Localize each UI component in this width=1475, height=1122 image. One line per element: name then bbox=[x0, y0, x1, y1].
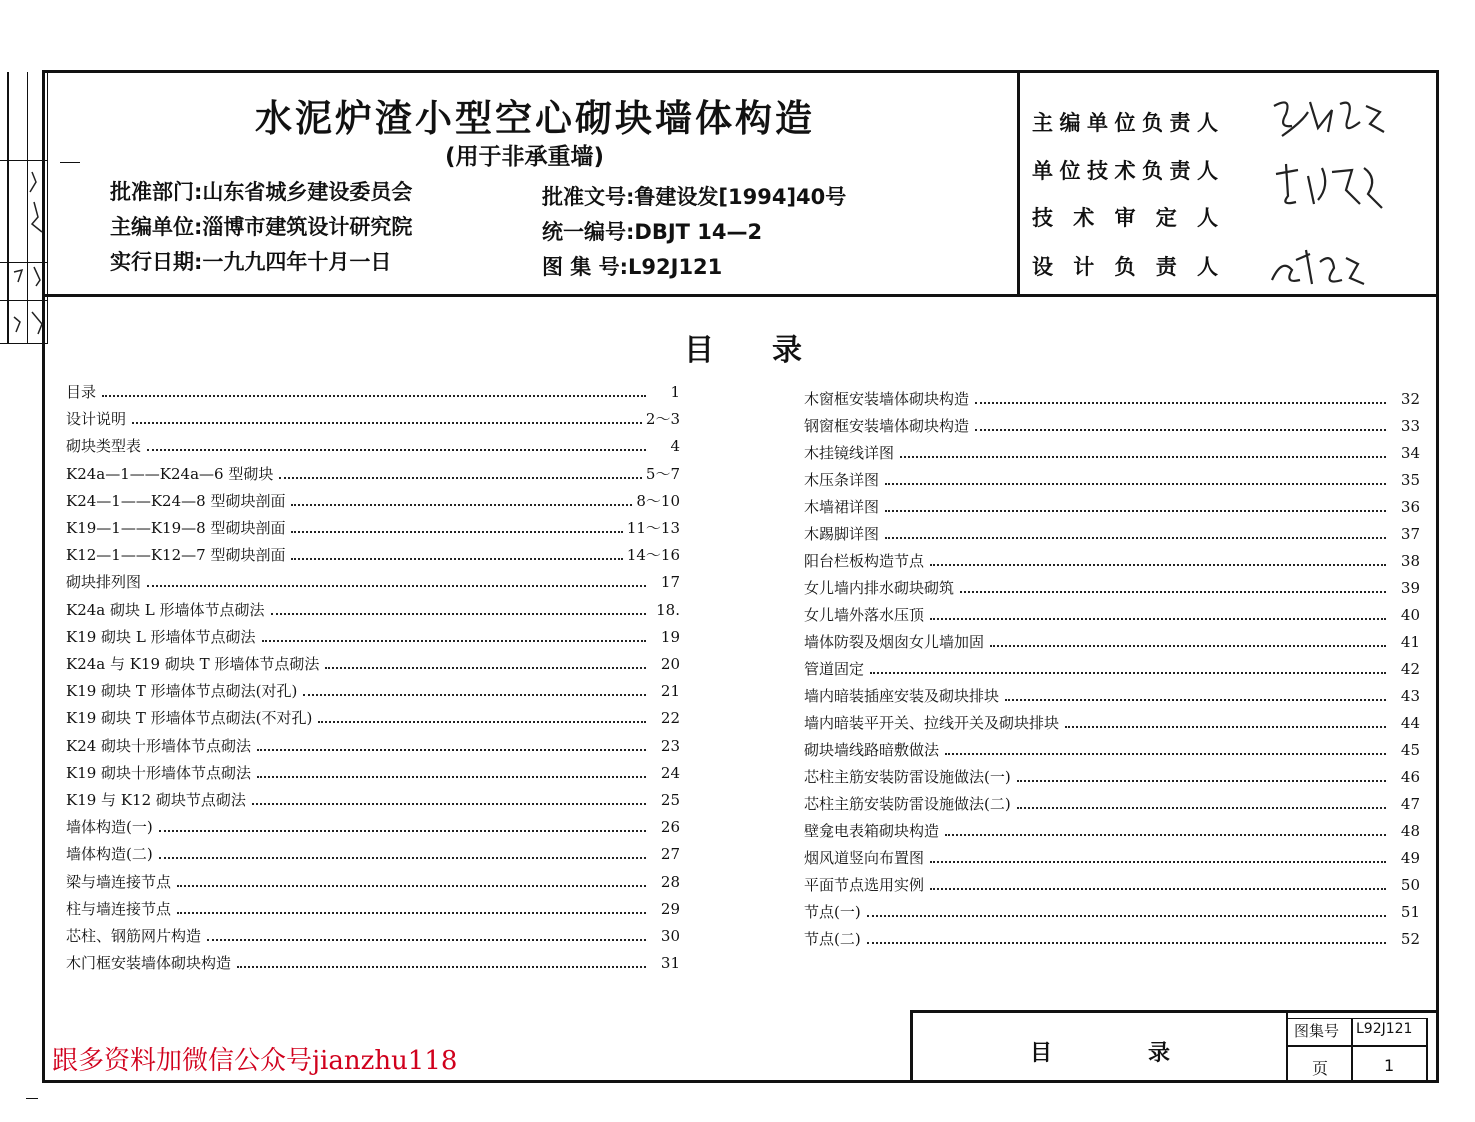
toc-leader-dots bbox=[147, 449, 646, 451]
toc-leader-dots bbox=[960, 591, 1386, 593]
toc-leader-dots bbox=[885, 537, 1386, 539]
approval-dept: 批准部门:山东省城乡建设委员会 bbox=[110, 180, 413, 204]
toc-entry-label: 木压条详图 bbox=[804, 471, 880, 489]
toc-entry-label: 墙内暗装插座安装及砌块排块 bbox=[804, 687, 1000, 705]
toc-leader-dots bbox=[930, 564, 1386, 566]
role-chief-editor: 主编单位负责人 bbox=[1032, 111, 1218, 135]
toc-leader-dots bbox=[132, 422, 642, 424]
toc-entry-page: 21 bbox=[660, 682, 680, 701]
toc-entry-label: 木墙裙详图 bbox=[804, 498, 880, 516]
toc-entry bbox=[66, 437, 680, 455]
toc-entry-label: 目录 bbox=[66, 383, 97, 401]
toc-entry bbox=[66, 818, 680, 836]
toc-entry-label: K24—1——K24—8 型砌块剖面 bbox=[66, 491, 286, 510]
toc-entry-label: 砌块排列图 bbox=[66, 573, 142, 592]
toc-leader-dots bbox=[885, 483, 1386, 485]
toc-leader-dots bbox=[102, 395, 646, 397]
toc-entry bbox=[66, 655, 680, 673]
toc-leader-dots bbox=[291, 531, 622, 533]
signature-chief-editor bbox=[1262, 92, 1392, 150]
toc-leader-dots bbox=[271, 613, 646, 615]
toc-entry-label: K24 砌块十形墙体节点砌法 bbox=[66, 736, 252, 755]
unified-no: 统一编号:DBJT 14—2 bbox=[542, 220, 763, 244]
toc-leader-dots bbox=[867, 942, 1386, 944]
toc-entry-page: 4 bbox=[670, 437, 680, 456]
toc-entry-page: 18. bbox=[656, 600, 680, 619]
toc-entry bbox=[66, 383, 680, 401]
toc-leader-dots bbox=[291, 504, 632, 506]
toc-entry bbox=[66, 900, 680, 918]
toc-entry-label: 设计说明 bbox=[66, 410, 127, 429]
role-tech-lead: 单位技术负责人 bbox=[1032, 159, 1218, 183]
binding-strip-line bbox=[0, 343, 48, 344]
toc-entry-page: 17 bbox=[660, 573, 680, 592]
toc-entry-page: 25 bbox=[660, 791, 680, 809]
toc-leader-dots bbox=[870, 672, 1386, 674]
toc-entry-page: 19 bbox=[660, 627, 680, 646]
role-reviewer: 技术审定人 bbox=[1032, 206, 1218, 230]
toc-entry-page: 24 bbox=[660, 763, 680, 782]
toc-leader-dots bbox=[159, 857, 646, 859]
toc-leader-dots bbox=[945, 834, 1386, 836]
header-divider bbox=[1017, 72, 1020, 296]
toc-entry bbox=[804, 660, 1420, 678]
toc-entry bbox=[804, 903, 1420, 921]
toc-entry bbox=[804, 822, 1420, 840]
header-bottom-line bbox=[42, 294, 1439, 297]
toc-entry-page: 37 bbox=[1400, 525, 1420, 543]
toc-entry bbox=[804, 687, 1420, 705]
tick-mark bbox=[26, 1098, 38, 1099]
toc-leader-dots bbox=[159, 830, 646, 832]
toc-entry bbox=[66, 601, 680, 619]
toc-entry bbox=[804, 417, 1420, 435]
toc-entry-page: 46 bbox=[1400, 768, 1420, 786]
toc-entry bbox=[804, 552, 1420, 570]
toc-entry-page: 29 bbox=[660, 899, 680, 918]
toc-entry-page: 11～13 bbox=[626, 519, 680, 537]
toc-entry-label: 柱与墙连接节点 bbox=[66, 899, 172, 918]
toc-entry-page: 50 bbox=[1400, 876, 1420, 894]
approval-doc: 批准文号:鲁建设发[1994]40号 bbox=[542, 185, 847, 209]
toc-entry-page: 49 bbox=[1400, 849, 1420, 867]
effective-date: 实行日期:一九九四年十月一日 bbox=[110, 250, 392, 274]
toc-entry-label: 芯柱主筋安装防雷设施做法(二) bbox=[804, 795, 1011, 813]
toc-entry-label: K19 砌块 L 形墙体节点砌法 bbox=[66, 627, 256, 646]
toc-entry-page: 26 bbox=[660, 818, 680, 837]
title-block-page-value: 1 bbox=[1384, 1056, 1395, 1075]
toc-entry bbox=[66, 519, 680, 537]
toc-entry-label: 女儿墙外落水压顶 bbox=[804, 606, 925, 624]
toc-entry-label: 壁龛电表箱砌块构造 bbox=[804, 822, 940, 840]
toc-entry-label: K19 砌块 T 形墙体节点砌法(不对孔) bbox=[66, 709, 313, 728]
toc-entry-page: 28 bbox=[660, 872, 680, 891]
toc-leader-dots bbox=[1065, 726, 1386, 728]
toc-leader-dots bbox=[262, 640, 646, 642]
title-block-atlas-label: 图集号 bbox=[1294, 1022, 1340, 1040]
toc-leader-dots bbox=[279, 477, 642, 479]
toc-entry-page: 41 bbox=[1400, 633, 1420, 651]
toc-entry-label: 管道固定 bbox=[804, 660, 865, 678]
document-subtitle: (用于非承重墙) bbox=[445, 144, 605, 170]
toc-leader-dots bbox=[945, 753, 1386, 755]
watermark-note: 跟多资料加微信公众号jianzhu118 bbox=[52, 1046, 458, 1076]
toc-entry-label: 木窗框安装墙体砌块构造 bbox=[804, 390, 970, 408]
toc-leader-dots bbox=[318, 721, 646, 723]
toc-leader-dots bbox=[257, 749, 646, 751]
toc-leader-dots bbox=[237, 966, 646, 968]
toc-entry bbox=[66, 927, 680, 945]
toc-leader-dots bbox=[177, 885, 646, 887]
toc-entry bbox=[804, 633, 1420, 651]
toc-entry-label: K19 砌块 T 形墙体节点砌法(对孔) bbox=[66, 682, 298, 701]
toc-leader-dots bbox=[885, 510, 1386, 512]
toc-entry-page: 48 bbox=[1400, 822, 1420, 840]
toc-entry-label: 烟风道竖向布置图 bbox=[804, 849, 925, 867]
toc-entry-page: 5～7 bbox=[645, 464, 680, 483]
toc-entry bbox=[804, 498, 1420, 516]
toc-entry-label: K24a—1——K24a—6 型砌块 bbox=[66, 464, 274, 483]
toc-entry-label: K19—1——K19—8 型砌块剖面 bbox=[66, 519, 286, 537]
toc-entry bbox=[66, 791, 680, 809]
toc-entry-label: K19 与 K12 砌块节点砌法 bbox=[66, 791, 246, 809]
toc-leader-dots bbox=[975, 429, 1386, 431]
toc-entry-page: 35 bbox=[1400, 471, 1420, 489]
toc-leader-dots bbox=[930, 618, 1386, 620]
toc-entry-label: 木踢脚详图 bbox=[804, 525, 880, 543]
title-block-divider bbox=[1286, 1045, 1428, 1047]
toc-entry bbox=[66, 492, 680, 510]
toc-entry bbox=[66, 845, 680, 863]
title-block-divider bbox=[1351, 1018, 1353, 1083]
toc-entry bbox=[66, 546, 680, 564]
toc-entry-page: 40 bbox=[1400, 606, 1420, 624]
toc-entry-page: 38 bbox=[1400, 552, 1420, 570]
toc-leader-dots bbox=[257, 776, 646, 778]
toc-entry-label: 芯柱主筋安装防雷设施做法(一) bbox=[804, 768, 1011, 786]
toc-leader-dots bbox=[1017, 780, 1386, 782]
toc-entry-page: 30 bbox=[660, 927, 680, 945]
document-title: 水泥炉渣小型空心砌块墙体构造 bbox=[255, 97, 815, 140]
toc-entry bbox=[804, 471, 1420, 489]
toc-entry-page: 23 bbox=[660, 736, 680, 755]
toc-title: 目录 bbox=[684, 333, 860, 368]
toc-entry-label: 砌块类型表 bbox=[66, 437, 142, 456]
toc-leader-dots bbox=[252, 803, 646, 805]
title-block-atlas-value: L92J121 bbox=[1356, 1021, 1413, 1037]
toc-entry bbox=[66, 764, 680, 782]
toc-entry-page: 2～3 bbox=[645, 410, 680, 429]
toc-entry bbox=[804, 525, 1420, 543]
toc-entry bbox=[804, 795, 1420, 813]
tick-mark bbox=[60, 162, 80, 163]
toc-entry-page: 34 bbox=[1400, 444, 1420, 462]
toc-entry-label: 女儿墙内排水砌块砌筑 bbox=[804, 579, 955, 597]
toc-entry bbox=[66, 709, 680, 727]
signature-design-lead bbox=[1262, 240, 1372, 295]
toc-entry-page: 31 bbox=[660, 954, 680, 973]
toc-entry bbox=[804, 930, 1420, 948]
toc-leader-dots bbox=[930, 888, 1386, 890]
toc-entry-page: 27 bbox=[660, 845, 680, 864]
toc-entry bbox=[66, 410, 680, 428]
toc-entry bbox=[804, 768, 1420, 786]
title-block-top bbox=[910, 1010, 1439, 1013]
title-block-inner-top bbox=[1286, 1018, 1428, 1019]
toc-leader-dots bbox=[1017, 807, 1386, 809]
title-block-name: 目录 bbox=[1030, 1041, 1267, 1066]
toc-entry-label: 木门框安装墙体砌块构造 bbox=[66, 954, 232, 973]
title-block-page-label: 页 bbox=[1312, 1059, 1329, 1078]
binding-strip-line bbox=[0, 160, 48, 161]
toc-entry-label: 木挂镜线详图 bbox=[804, 444, 895, 462]
toc-entry-label: 梁与墙连接节点 bbox=[66, 872, 172, 891]
toc-leader-dots bbox=[147, 585, 646, 587]
toc-entry-page: 45 bbox=[1400, 741, 1420, 759]
toc-entry-label: 芯柱、钢筋网片构造 bbox=[66, 927, 202, 945]
toc-entry-page: 33 bbox=[1400, 417, 1420, 435]
toc-entry-page: 1 bbox=[670, 383, 680, 401]
editor-unit: 主编单位:淄博市建筑设计研究院 bbox=[110, 215, 413, 239]
toc-leader-dots bbox=[990, 645, 1386, 647]
toc-entry-label: 砌块墙线路暗敷做法 bbox=[804, 741, 940, 759]
toc-entry-label: 平面节点选用实例 bbox=[804, 876, 925, 894]
toc-entry-page: 36 bbox=[1400, 498, 1420, 516]
toc-leader-dots bbox=[207, 939, 646, 941]
toc-entry-page: 14～16 bbox=[626, 546, 680, 565]
toc-leader-dots bbox=[303, 694, 646, 696]
toc-leader-dots bbox=[1005, 699, 1386, 701]
toc-entry-label: 节点(一) bbox=[804, 903, 861, 921]
toc-entry bbox=[66, 573, 680, 591]
toc-entry-page: 52 bbox=[1400, 930, 1420, 948]
toc-entry-label: K12—1——K12—7 型砌块剖面 bbox=[66, 546, 286, 565]
toc-entry-label: K24a 砌块 L 形墙体节点砌法 bbox=[66, 600, 265, 619]
toc-entry bbox=[804, 390, 1420, 408]
toc-entry-label: 墙内暗装平开关、拉线开关及砌块排块 bbox=[804, 714, 1060, 732]
toc-entry-label: 墙体防裂及烟囱女儿墙加固 bbox=[804, 633, 985, 651]
toc-leader-dots bbox=[177, 912, 646, 914]
toc-leader-dots bbox=[291, 558, 622, 560]
toc-entry-page: 32 bbox=[1400, 390, 1420, 408]
toc-entry bbox=[66, 873, 680, 891]
toc-entry-label: 墙体构造(二) bbox=[66, 845, 153, 864]
toc-entry-label: 节点(二) bbox=[804, 930, 861, 948]
toc-entry-page: 20 bbox=[660, 655, 680, 673]
toc-entry-label: K19 砌块十形墙体节点砌法 bbox=[66, 763, 252, 782]
toc-entry-page: 42 bbox=[1400, 660, 1420, 678]
toc-entry bbox=[66, 737, 680, 755]
toc-entry-label: 阳台栏板构造节点 bbox=[804, 552, 925, 570]
toc-entry-page: 51 bbox=[1400, 903, 1420, 921]
toc-leader-dots bbox=[867, 915, 1386, 917]
toc-entry bbox=[66, 465, 680, 483]
atlas-no: 图 集 号:L92J121 bbox=[542, 255, 723, 279]
toc-entry bbox=[804, 714, 1420, 732]
title-block-left bbox=[910, 1010, 913, 1083]
toc-leader-dots bbox=[900, 456, 1386, 458]
toc-entry-page: 43 bbox=[1400, 687, 1420, 705]
role-design-lead: 设计负责人 bbox=[1032, 255, 1218, 279]
toc-entry bbox=[804, 579, 1420, 597]
toc-entry-label: 钢窗框安装墙体砌块构造 bbox=[804, 417, 970, 435]
toc-entry-page: 44 bbox=[1400, 714, 1420, 732]
toc-entry bbox=[804, 444, 1420, 462]
toc-entry bbox=[66, 682, 680, 700]
toc-entry-page: 47 bbox=[1400, 795, 1420, 813]
toc-entry-page: 8～10 bbox=[636, 491, 680, 510]
toc-entry bbox=[66, 954, 680, 972]
toc-entry-label: 墙体构造(一) bbox=[66, 818, 153, 837]
toc-leader-dots bbox=[975, 402, 1386, 404]
toc-entry bbox=[804, 606, 1420, 624]
toc-leader-dots bbox=[930, 861, 1386, 863]
toc-leader-dots bbox=[325, 667, 646, 669]
toc-entry-page: 39 bbox=[1400, 579, 1420, 597]
toc-entry bbox=[804, 849, 1420, 867]
title-block-right bbox=[1426, 1018, 1428, 1083]
binding-strip-scribbles bbox=[8, 162, 48, 342]
toc-entry-label: K24a 与 K19 砌块 T 形墙体节点砌法 bbox=[66, 655, 320, 673]
toc-entry bbox=[804, 876, 1420, 894]
signature-tech-lead bbox=[1268, 156, 1388, 218]
toc-entry bbox=[804, 741, 1420, 759]
toc-entry-page: 22 bbox=[660, 709, 680, 728]
toc-entry bbox=[66, 628, 680, 646]
